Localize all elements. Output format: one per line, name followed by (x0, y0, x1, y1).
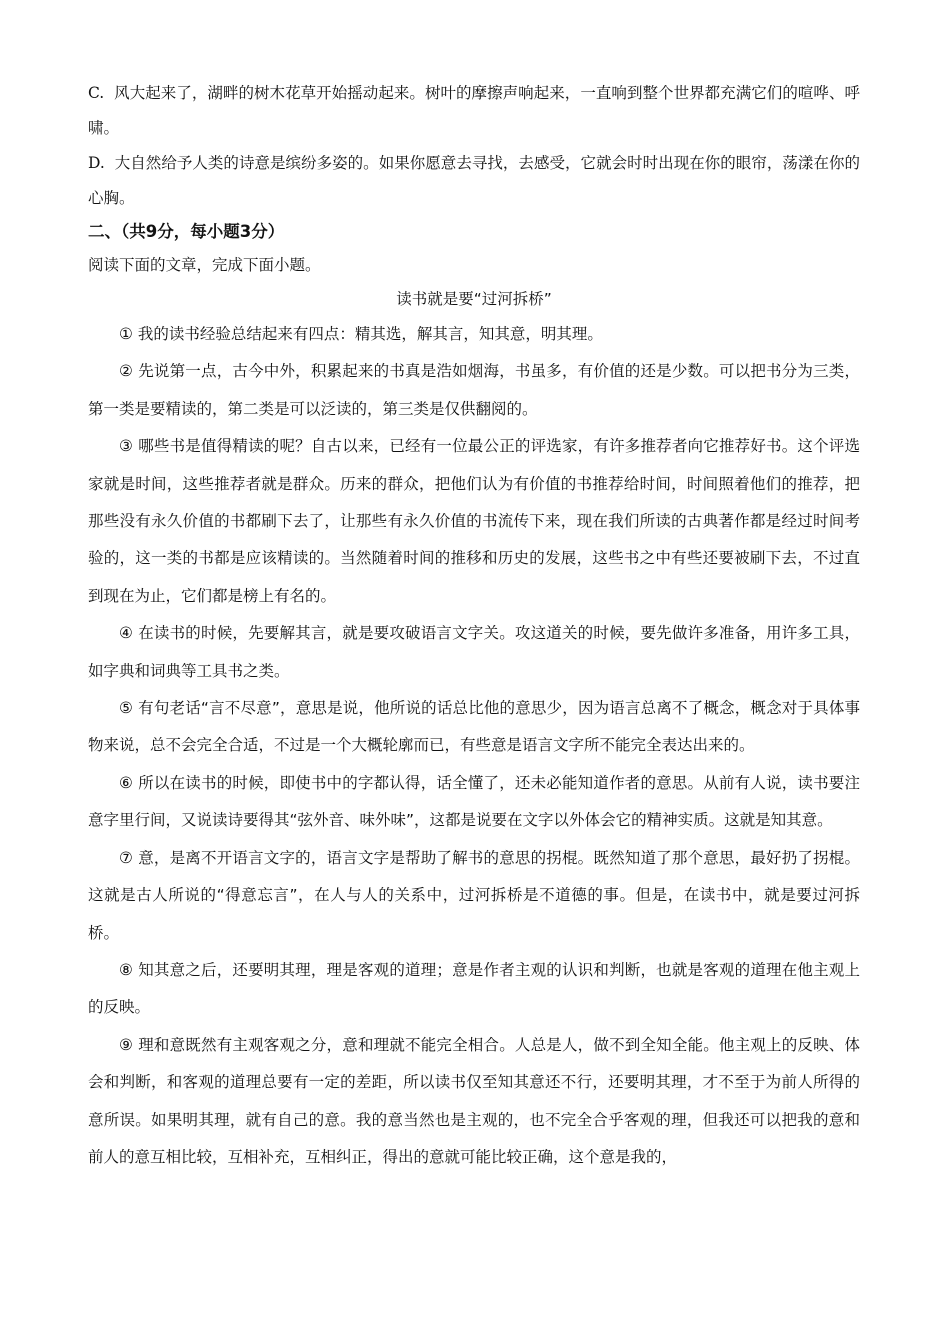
option-d-letter: D. (88, 154, 105, 172)
article-paragraph-8: ⑧ 知其意之后，还要明其理，理是客观的道理；意是作者主观的认识和判断，也就是客观的道理在他主观上的反映。 (88, 960, 860, 1017)
option-d (88, 146, 860, 216)
article-paragraph-3: ③ 哪些书是值得精读的呢？自古以来，已经有一位最公正的评选家，有许多推荐者向它推荐好书。这个评选家就是时间，这些推荐者就是群众。历来的群众，把他们认为有价值的书推荐给时间，时间照着他们的推荐，把那些没有永久价值的书都刷下去了，让那些有永久价值的书流传下来，现在我们所读的古典著作都是经过时间考验的，这一类的书都是应该精读的。当然随着时间的推移和历史的发展，这些书之中有些还要被刷下去，不过直到现在为止，它们都是榜上有名的。 (88, 437, 860, 605)
article-paragraph-6: ⑥ 所以在读书的时候，即使书中的字都认得，话全懂了，还未必能知道作者的意思。从前有人说，读书要注意字里行间，又说读诗要得其“弦外音、味外味”，这都是说要在文字以外体会它的精神实质。这就是知其意。 (88, 773, 860, 830)
article-paragraph-9: ⑨ 理和意既然有主观客观之分，意和理就不能完全相合。人总是人，做不到全知全能。他主观上的反映、体会和判断，和客观的道理总要有一定的差距，所以读书仅至知其意还不行，还要明其理，才不至于为前人所得的意所误。如果明其理，就有自己的意。我的意当然也是主观的，也不完全合乎客观的理，但我还可以把我的意和前人的意互相比较，互相补充，互相纠正，得出的意就可能比较正确，这个意是我的， (88, 1035, 860, 1166)
article-title: 读书就是要“过河拆桥” (396, 290, 552, 308)
option-c-text: 风大起来了，湖畔的树木花草开始摇动起来。树叶的摩擦声响起来，一直响到整个世界都充满它们的喧哗、呼啸。 (88, 84, 860, 137)
section-instruction: 阅读下面的文章，完成下面小题。 (88, 256, 321, 274)
section-title: 二、（共9分，每小题3分） (88, 222, 285, 241)
article-paragraph-5: ⑤ 有句老话“言不尽意”，意思是说，他所说的话总比他的意思少，因为语言总离不了概念，概念对于具体事物来说，总不会完全合适，不过是一个大概轮廓而已，有些意是语言文字所不能完全表达出来的。 (88, 699, 860, 755)
article-paragraph-7: ⑦ 意，是离不开语言文字的，语言文字是帮助了解书的意思的拐棍。既然知道了那个意思，最好扔了拐棍。这就是古人所说的“得意忘言”，在人与人的关系中，过河拆桥是不道德的事。但是，在读书中，就是要过河拆桥。 (88, 848, 860, 942)
document-page (88, 76, 860, 1176)
article-paragraph-2: ② 先说第一点，古今中外，积累起来的书真是浩如烟海，书虽多，有价值的还是少数。可以把书分为三类，第一类是要精读的，第二类是可以泛读的，第三类是仅供翻阅的。 (88, 362, 860, 418)
article-paragraph-1: ① 我的读书经验总结起来有四点：精其选，解其言，知其意，明其理。 (119, 325, 603, 343)
option-c-letter: C. (88, 84, 105, 102)
article-paragraph-4: ④ 在读书的时候，先要解其言，就是要攻破语言文字关。攻这道关的时候，要先做许多准备，用许多工具，如字典和词典等工具书之类。 (88, 624, 860, 680)
option-c (88, 76, 860, 146)
option-d-text: 大自然给予人类的诗意是缤纷多姿的。如果你愿意去寻找，去感受，它就会时时出现在你的眼帘，荡漾在你的心胸。 (88, 154, 860, 207)
